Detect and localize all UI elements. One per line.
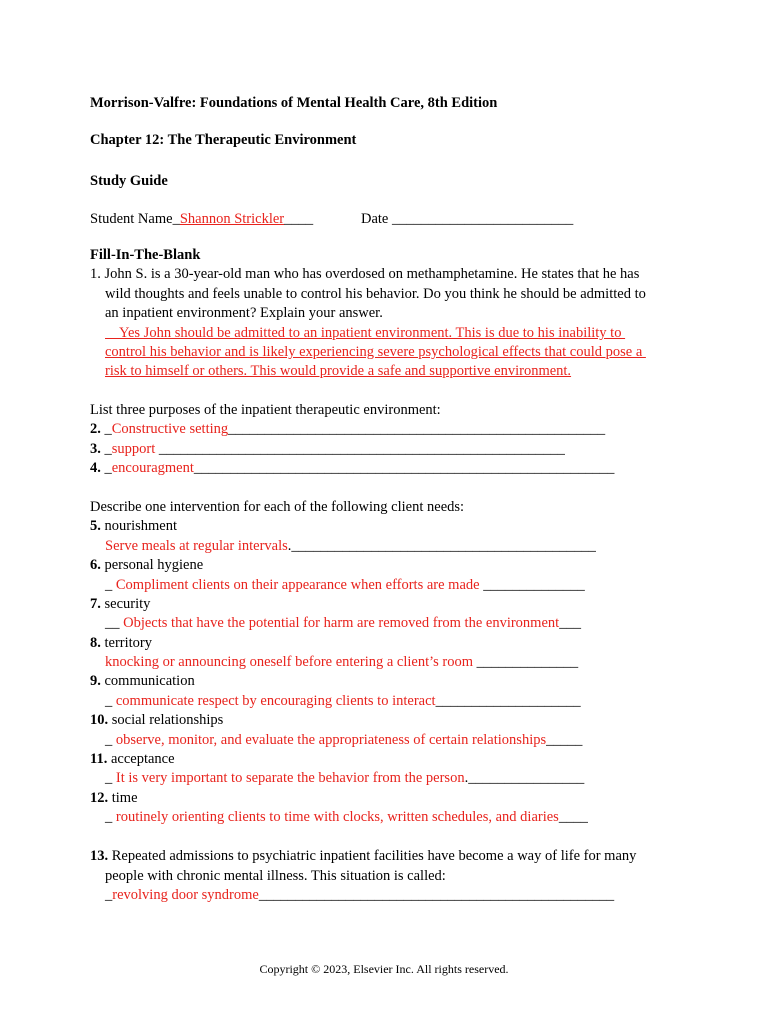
blank-post: .________________ [464,770,585,786]
blank-post: ___ [559,615,581,631]
purpose-item [90,440,565,458]
need-text: communication [104,673,195,689]
blank-pre: _ [105,887,113,903]
q1-text-2: wild thoughts and feels unable to control his behavior. Do you think he should be admitted to [105,286,646,302]
need-text: security [104,596,151,612]
need-number: 11. [90,751,108,767]
need-text: acceptance [110,751,175,767]
purpose-item [90,420,605,438]
blank-post: ____________________ [435,693,581,709]
date-label: Date [361,211,389,227]
need-answer-line [105,576,585,594]
need-number: 9. [90,673,101,689]
need-label [90,789,138,807]
chapter-title: Chapter 12: The Therapeutic Environment [90,132,357,148]
q1-text-3: an inpatient environment? Explain your answer. [105,305,383,321]
purpose-item [90,459,614,477]
purpose-number: 3. [90,441,101,457]
q1-text-1: John S. is a 30-year-old man who has overdosed on methamphetamine. He states that he has [104,266,640,282]
need-label [90,634,152,652]
need-text: nourishment [104,518,177,534]
blank-pre: _ [105,693,116,709]
student-name-value[interactable]: Shannon Strickler [179,211,285,227]
need-answer-line [105,692,581,710]
need-answer[interactable]: Objects that have the potential for harm are removed from the environment [123,615,560,631]
need-answer-line [105,808,588,826]
need-answer-line [105,537,596,555]
need-answer[interactable]: routinely orienting clients to time with clocks, written schedules, and diaries [115,809,559,825]
blank-post: ______________ [479,577,585,593]
blank-post: ________________________________________________________ [158,441,565,457]
q1-number: 1. [90,266,101,282]
q1-answer-2[interactable]: control his behavior and is likely experiencing severe psychological effects that could pose a [105,344,646,360]
need-number: 7. [90,596,101,612]
need-number: 6. [90,557,101,573]
need-label [90,750,175,768]
q13-text-2: people with chronic mental illness. This situation is called: [105,868,446,884]
student-line [90,210,313,228]
blank-pre: _ [100,460,112,476]
q13-answer-line [105,886,614,904]
need-answer[interactable]: Compliment clients on their appearance when efforts are made [115,577,480,593]
need-number: 5. [90,518,101,534]
q13-number: 13. [90,848,109,864]
q13-text-1: Repeated admissions to psychiatric inpatient facilities have become a way of life for many [111,848,637,864]
need-answer[interactable]: knocking or announcing oneself before entering a client’s room [105,654,474,670]
purpose-answer[interactable]: support [111,441,159,457]
q1-line1 [90,265,639,283]
section-title: Fill-In-The-Blank [90,247,201,263]
student-name-label: Student Name [90,211,173,227]
need-answer-line [105,614,581,632]
need-answer-line [105,653,578,671]
need-text: territory [104,635,153,651]
need-number: 8. [90,635,101,651]
need-label [90,556,203,574]
blank-post: .__________________________________________ [287,538,596,554]
q13-line1 [90,847,636,865]
purposes-prompt: List three purposes of the inpatient therapeutic environment: [90,402,441,418]
need-label [90,711,223,729]
blank-pre: _ [105,770,116,786]
purpose-number: 4. [90,460,101,476]
date-blank[interactable]: _________________________ [392,211,574,227]
blank-pre: __ [105,615,124,631]
need-answer-line [105,769,584,787]
q1-answer-1[interactable]: Yes John should be admitted to an inpatient environment. This is due to his inability to [105,325,626,341]
need-answer[interactable]: Serve meals at regular intervals [105,538,288,554]
blank-pre: _ [100,421,112,437]
blank-pre: _ [100,441,112,457]
student-name-blank-post: ____ [284,211,314,227]
need-answer[interactable]: It is very important to separate the behavior from the person [115,770,465,786]
date-line [361,210,573,228]
q13-answer[interactable]: revolving door syndrome [112,887,259,903]
need-answer-line [105,731,582,749]
blank-pre: _ [105,577,116,593]
need-answer[interactable]: observe, monitor, and evaluate the appropriateness of certain relationships [115,732,547,748]
purpose-answer[interactable]: Constructive setting [111,421,229,437]
q1-answer-3[interactable]: risk to himself or others. This would provide a safe and supportive environment. [105,363,572,379]
need-text: social relationships [111,712,224,728]
need-label [90,595,150,613]
blank-pre: _ [105,809,116,825]
purpose-number: 2. [90,421,101,437]
need-answer[interactable]: communicate respect by encouraging clients to interact [115,693,436,709]
blank-post: _____ [546,732,583,748]
book-title: Morrison-Valfre: Foundations of Mental Health Care, 8th Edition [90,95,498,111]
need-label [90,517,177,535]
blank-post: ____________________________________________________ [228,421,606,437]
interventions-prompt: Describe one intervention for each of the following client needs: [90,499,465,515]
need-number: 10. [90,712,109,728]
need-label [90,672,195,690]
blank-pre: _ [105,732,116,748]
blank-post: __________________________________________________________ [193,460,615,476]
need-text: personal hygiene [104,557,204,573]
copyright-footer: Copyright © 2023, Elsevier Inc. All rights reserved. [259,962,509,976]
blank-post: ______________ [473,654,579,670]
blank-post: ____ [558,809,588,825]
purpose-answer[interactable]: encouragment [111,460,194,476]
blank-post: _________________________________________________ [258,887,615,903]
need-number: 12. [90,790,109,806]
need-text: time [111,790,138,806]
guide-label: Study Guide [90,173,168,189]
student-name-blank-pre: _ [172,211,180,227]
